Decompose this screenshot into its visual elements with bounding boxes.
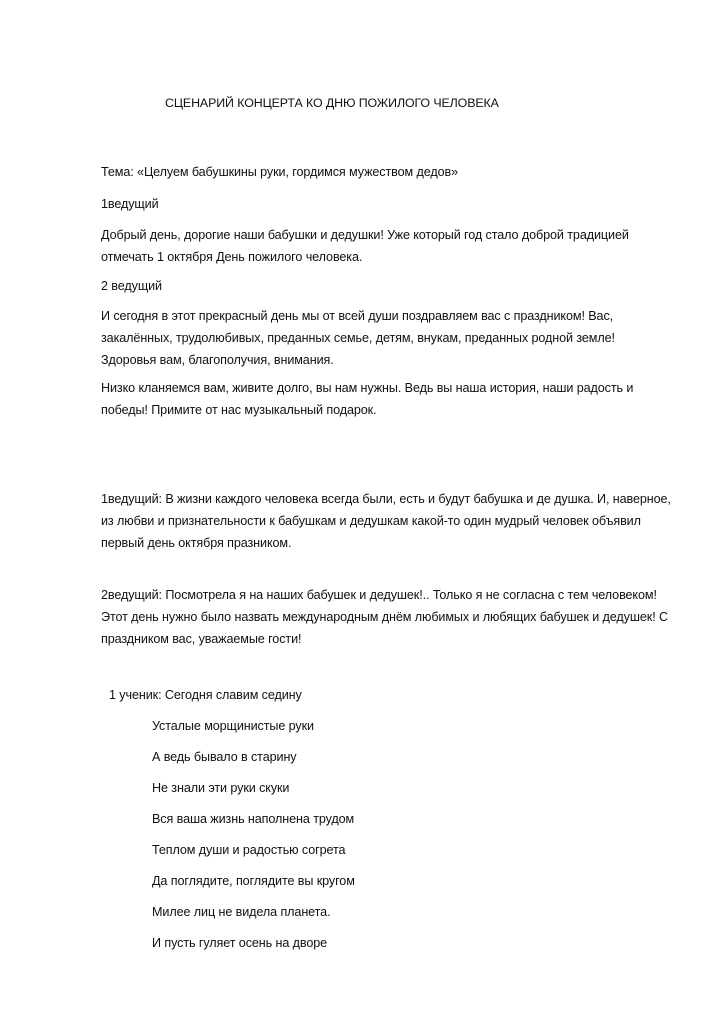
- paragraph-line: 1ведущий: В жизни каждого человека всегда были, есть и будут бабушка и де душка. И, наверное,: [101, 492, 671, 506]
- paragraph-line: праздником вас, уважаемые гости!: [101, 632, 302, 646]
- poem-line: И пусть гуляет осень на дворе: [152, 936, 328, 950]
- paragraph-line: 2ведущий: Посмотрела я на наших бабушек и дедушек!.. Только я не согласна с тем человеком!: [101, 588, 657, 602]
- host2-label: 2 ведущий: [101, 279, 162, 293]
- paragraph-line: Здоровья вам, благополучия, внимания.: [101, 353, 334, 367]
- host1-paragraph: [101, 224, 691, 268]
- poem-line: Не знали эти руки скуки: [152, 781, 290, 795]
- poem-line: Теплом души и радостью согрета: [152, 843, 346, 857]
- poem-line: Усталые морщинистые руки: [152, 719, 314, 733]
- host2-paragraph: [101, 305, 691, 371]
- paragraph-line: закалённых, трудолюбивых, преданных семье, детям, внукам, преданных родной земле!: [101, 331, 615, 345]
- theme-line: Тема: «Целуем бабушкины руки, гордимся мужеством дедов»: [101, 165, 458, 179]
- host1-second-paragraph: [101, 488, 691, 554]
- poem-line: Вся ваша жизнь наполнена трудом: [152, 812, 355, 826]
- poem-line: Да поглядите, поглядите вы кругом: [152, 874, 355, 888]
- poem-line: Милее лиц не видела планета.: [152, 905, 331, 919]
- paragraph-line: первый день октября празником.: [101, 536, 292, 550]
- paragraph-line: из любви и признательности к бабушкам и дедушкам какой-то один мудрый человек объявил: [101, 514, 641, 528]
- paragraph-line: отмечать 1 октября День пожилого человека.: [101, 250, 363, 264]
- paragraph-line: победы! Примите от нас музыкальный подарок.: [101, 403, 377, 417]
- bow-paragraph: [101, 377, 691, 421]
- paragraph-line: Низко кланяемся вам, живите долго, вы нам нужны. Ведь вы наша история, наши радость и: [101, 381, 634, 395]
- paragraph-line: Этот день нужно было назвать международным днём любимых и любящих бабушек и дедушек! С: [101, 610, 668, 624]
- paragraph-line: И сегодня в этот прекрасный день мы от всей души поздравляем вас с праздником! Вас,: [101, 309, 614, 323]
- host1-label: 1ведущий: [101, 197, 159, 211]
- document-title: СЦЕНАРИЙ КОНЦЕРТА КО ДНЮ ПОЖИЛОГО ЧЕЛОВЕКА: [165, 96, 499, 110]
- host2-second-paragraph: [101, 584, 691, 650]
- paragraph-line: Добрый день, дорогие наши бабушки и дедушки! Уже который год стало доброй традицией: [101, 228, 629, 242]
- poem-line: А ведь бывало в старину: [152, 750, 297, 764]
- poem-heading: 1 ученик: Сегодня славим седину: [109, 688, 302, 702]
